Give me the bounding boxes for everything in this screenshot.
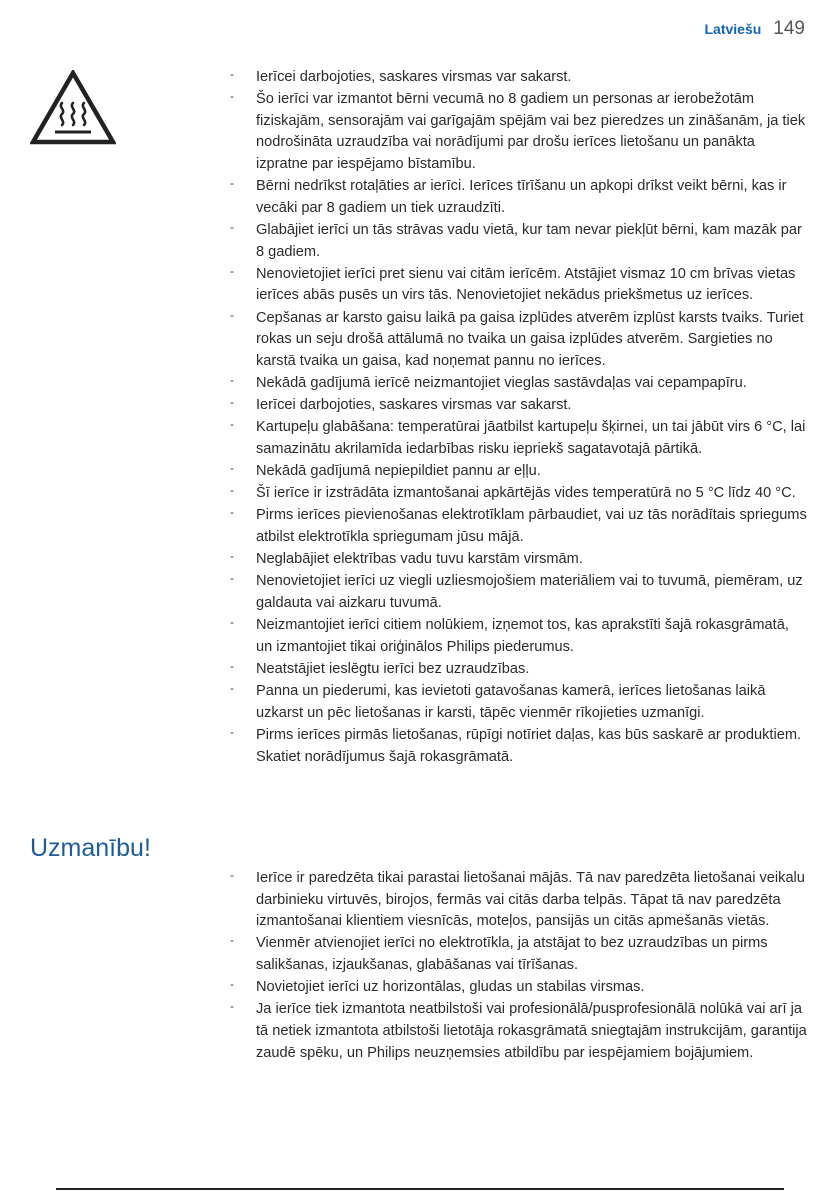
list-item: - Bērni nedrīkst rotaļāties ar ierīci. Ierīces tīrīšanu un apkopi drīkst veikt bērni, kas ir vecāki par 8 gadiem un tiek uzraudzīti.: [229, 176, 809, 219]
caution-list: [229, 868, 809, 1065]
list-item: - Nenovietojiet ierīci uz viegli uzliesmojošiem materiāliem vai to tuvumā, piemēram, uz galdauta vai aizkaru tuvumā.: [229, 571, 809, 614]
list-item: - Pirms ierīces pirmās lietošanas, rūpīgi notīriet daļas, kas būs saskarē ar produktiem. Skatiet norādījumus šajā rokasgrāmatā.: [229, 725, 809, 768]
list-item: - Kartupeļu glabāšana: temperatūrai jāatbilst kartupeļu šķirnei, un tai jābūt virs 6 °C, lai samazinātu akrilamīda iedarbības risku iepriekš sagatavotajā pārtikā.: [229, 417, 809, 460]
list-item: - Ja ierīce tiek izmantota neatbilstoši vai profesionālā/pusprofesionālā nolūkā vai arī ja tā netiek izmantota atbilstoši lietotāja rokasgrāmatā sniegtajām instrukcijām, garantija zaudē spēku, un Philips neuzņemsies atbildību par iespējamiem bojājumiem.: [229, 999, 809, 1064]
list-item: - Neglabājiet elektrības vadu tuvu karstām virsmām.: [229, 549, 809, 571]
caution-heading: Uzmanību!: [30, 834, 151, 862]
list-item: - Ierīcei darbojoties, saskares virsmas var sakarst.: [229, 67, 809, 89]
list-item: - Novietojiet ierīci uz horizontālas, gludas un stabilas virsmas.: [229, 977, 809, 999]
list-item: - Ierīce ir paredzēta tikai parastai lietošanai mājās. Tā nav paredzēta lietošanai veikalu darbinieku virtuvēs, birojos, fermās vai citās darba telpās. Tāpat tā nav paredzēta izmantošanai klientiem viesnīcās, moteļos, pansijās un citās apmešanās vietās.: [229, 868, 809, 933]
list-item: - Pirms ierīces pievienošanas elektrotīklam pārbaudiet, vai uz tās norādītais spriegums atbilst elektrotīkla spriegumam jūsu mājā.: [229, 505, 809, 548]
list-item: - Cepšanas ar karsto gaisu laikā pa gaisa izplūdes atverēm izplūst karsts tvaiks. Turiet rokas un seju drošā attālumā no tvaika un gaisa izplūdes atverēm. Sargieties no karstā tvaika un gaisa, kad noņemat pannu no ierīces.: [229, 308, 809, 373]
list-item: - Glabājiet ierīci un tās strāvas vadu vietā, kur tam nevar piekļūt bērni, kam mazāk par 8 gadiem.: [229, 220, 809, 263]
list-item: - Nenovietojiet ierīci pret sienu vai citām ierīcēm. Atstājiet vismaz 10 cm brīvas vietas ierīces abās pusēs un virs tās. Nenovietojiet nekādus priekšmetus uz ierīces.: [229, 264, 809, 307]
list-item: - Šo ierīci var izmantot bērni vecumā no 8 gadiem un personas ar ierobežotām fiziskajām, sensorajām vai garīgajām spējām vai bez pieredzes un zināšanām, ja tiek nodrošināta uzraudzība vai norādījumi par drošu ierīces lietošanu un panākta izpratne par iespējamo bīstamību.: [229, 89, 809, 175]
list-item: - Ierīcei darbojoties, saskares virsmas var sakarst.: [229, 395, 809, 417]
list-item: - Neizmantojiet ierīci citiem nolūkiem, izņemot tos, kas aprakstīti šajā rokasgrāmatā, un izmantojiet tikai oriģinālos Philips piederumus.: [229, 615, 809, 658]
page-number: 149: [773, 18, 805, 39]
list-item: - Vienmēr atvienojiet ierīci no elektrotīkla, ja atstājat to bez uzraudzības un pirms salikšanas, izjaukšanas, glabāšanas vai tīrīšanas.: [229, 933, 809, 976]
list-item: - Panna un piederumi, kas ievietoti gatavošanas kamerā, ierīces lietošanas laikā uzkarst un pēc lietošanas ir karsti, tāpēc vienmēr rīkojieties uzmanīgi.: [229, 681, 809, 724]
page-header: [704, 18, 805, 40]
safety-warnings-list: [229, 67, 809, 769]
language-label: Latviešu: [704, 21, 762, 37]
list-item: - Neatstājiet ieslēgtu ierīci bez uzraudzības.: [229, 659, 809, 681]
list-item: - Nekādā gadījumā nepiepildiet pannu ar eļļu.: [229, 461, 809, 483]
hot-surface-warning-icon: [30, 70, 116, 146]
list-item: - Nekādā gadījumā ierīcē neizmantojiet vieglas sastāvdaļas vai cepampapīru.: [229, 373, 809, 395]
list-item: - Šī ierīce ir izstrādāta izmantošanai apkārtējās vides temperatūrā no 5 °C līdz 40 °C.: [229, 483, 809, 505]
footer-divider: [56, 1188, 784, 1190]
